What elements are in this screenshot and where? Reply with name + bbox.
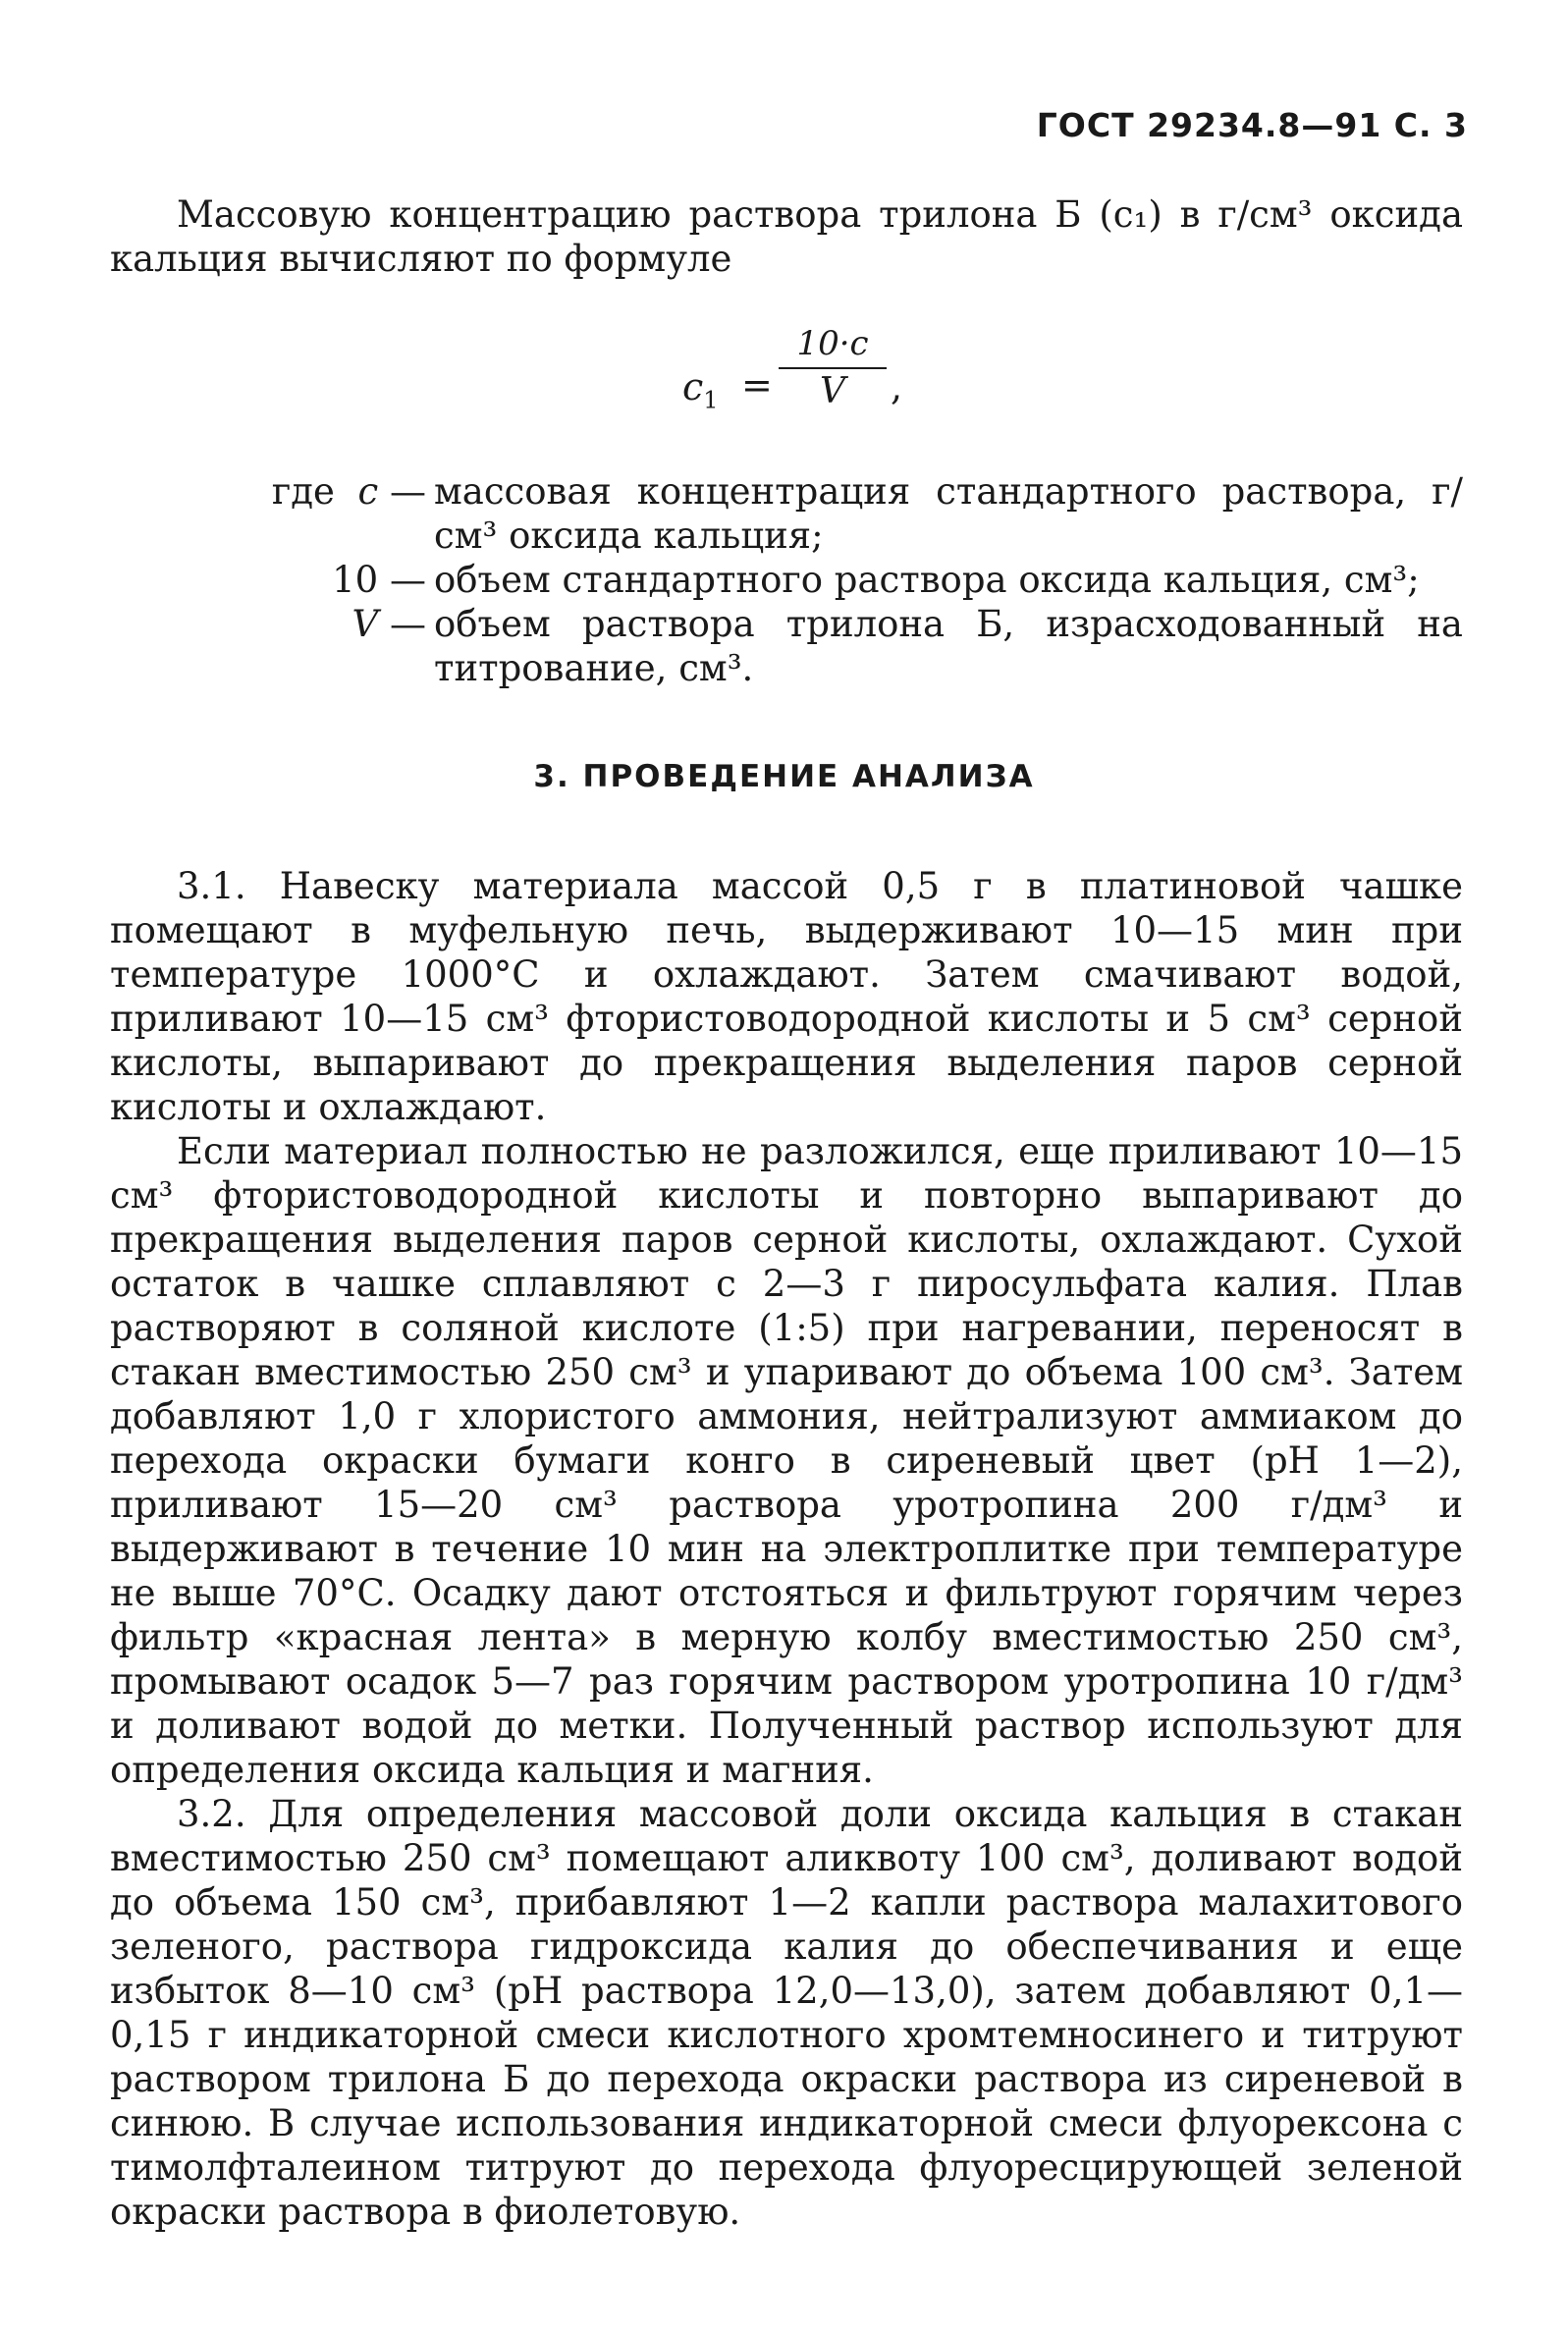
definition-lead: V — [351, 603, 426, 645]
formula-fraction [779, 324, 887, 411]
formula-numerator: 10·c [779, 324, 887, 369]
paragraph-3-2: 3.2. Для определения массовой доли оксида кальция в стакан вместимостью 250 см³ помещают аликвоту 100 см³, доливают водой до объема 150 см³, прибавляют 1—2 капли раствора малахитового зеленого, раствора гидроксида калия до обеспечивания и еще избыток 8—10 см³ (рН раствора 12,0—13,0), затем добавляют 0,1—0,15 г индикаторной смеси кислотного хромтемносинего и титруют раствором трилона Б до перехода окраски раствора из сиреневой в синюю. В случае использования индикаторной смеси флуорексона с тимолфталеином титруют до перехода флуоресцирующей зеленой окраски раствора в фиолетовую. [110, 1793, 1463, 2233]
formula-lhs: $c_1$ [682, 365, 719, 414]
paragraph-3-1: 3.1. Навеску материала массой 0,5 г в платиновой чашке помещают в муфельную печь, выдерживают 10—15 мин при температуре 1000°С и охлаждают. Затем смачивают водой, приливают 10—15 см³ фтористоводородной кислоты и 5 см³ серной кислоты, выпаривают до прекращения выделения паров серной кислоты и охлаждают. [110, 865, 1463, 1128]
formula-comma: , [891, 365, 903, 408]
definition-row [110, 558, 1463, 602]
section-heading: 3. ПРОВЕДЕНИЕ АНАЛИЗА [533, 759, 1035, 794]
definition-text: массовая концентрация стандартного раствора, г/см³ оксида кальция; [434, 470, 1463, 557]
formula-denominator: V [820, 371, 845, 411]
paragraph-3-1-continued: Если материал полностью не разложился, еще приливают 10—15 см³ фтористоводородной кислоты и повторно выпаривают до прекращения выделения паров серной кислоты, охлаждают. Сухой остаток в чашке сплавляют с 2—3 г пиросульфата калия. Плав растворяют в соляной кислоте (1:5) при нагревании, переносят в стакан вместимостью 250 см³ и упаривают до объема 100 см³. Затем добавляют 1,0 г хлористого аммония, нейтрализуют аммиаком до перехода окраски бумаги конго в сиреневый цвет (рН 1—2), приливают 15—20 см³ раствора уротропина 200 г/дм³ и выдерживают в течение 10 мин на электроплитке при температуре не выше 70°С. Осадку дают отстояться и фильтруют горячим через фильтр «красная лента» в мерную колбу вместимостью 250 см³, промывают осадок 5—7 раз горячим раствором уротропина 10 г/дм³ и доливают водой до метки. Полученный раствор используют для определения оксида кальция и магния. [110, 1130, 1463, 1791]
running-header: ГОСТ 29234.8—91 С. 3 [1036, 106, 1468, 144]
formula-equals: = [741, 363, 773, 407]
definition-lead: где c — [271, 470, 426, 513]
definition-lead: 10 — [332, 559, 426, 601]
definition-text: объем раствора трилона Б, израсходованный на титрование, см³. [434, 603, 1463, 689]
formula-c1 [682, 324, 938, 442]
body-text [110, 864, 1463, 2234]
definition-row [110, 602, 1463, 690]
intro-paragraph: Массовую концентрацию раствора трилона Б (c₁) в г/см³ оксида кальция вычисляют по формуле [110, 193, 1463, 280]
definition-text: объем стандартного раствора оксида кальция, см³; [434, 559, 1420, 601]
definition-row [110, 469, 1463, 558]
variable-definitions [110, 469, 1463, 690]
